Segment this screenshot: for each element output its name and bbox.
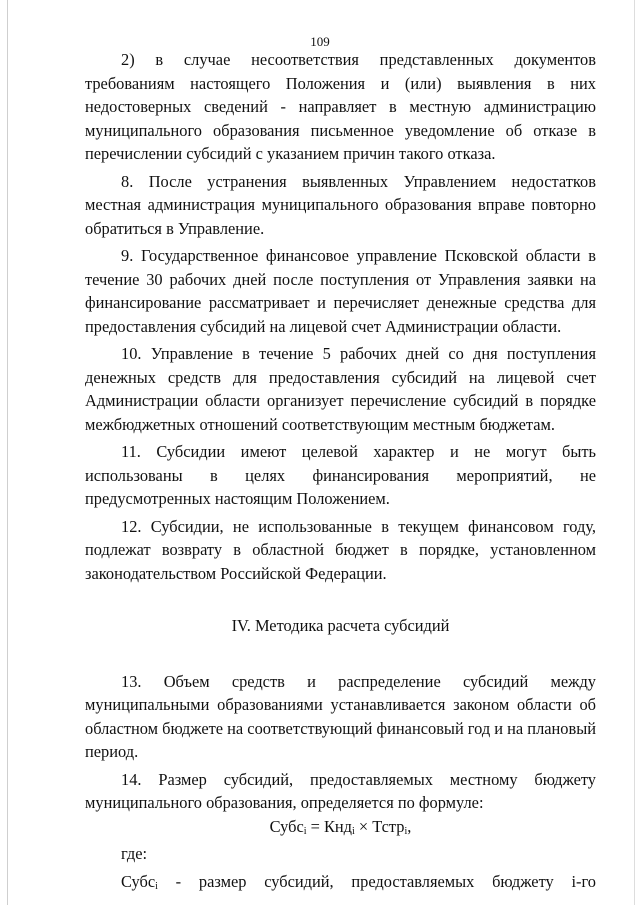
definition-text: - размер субсидий, предоставляемых бюджету i-го xyxy=(157,871,596,891)
paragraph-12: 12. Субсидии, не использованные в текущем финансовом году, подлежат возврату в областной бюджет в порядке, установленном законодательством Российской Федерации. xyxy=(85,516,596,583)
scan-edge-right xyxy=(634,0,635,905)
paragraph-11: 11. Субсидии имеют целевой характер и не могут быть использованы в целях финансирования мероприятий, не предусмотренных настоящим Положением. xyxy=(85,442,596,508)
paragraph-8: 8. После устранения выявленных Управлением недостатков местная администрация муниципального образования вправе повторно обратиться в Управление. xyxy=(85,171,596,238)
formula-sub: i xyxy=(352,825,355,837)
formula-sub: i xyxy=(303,825,307,837)
definition-line xyxy=(85,870,596,894)
definition-term: Субс xyxy=(121,871,156,891)
paragraph-13: 13. Объем средств и распределение субсидий между муниципальными образованиями устанавливается законом области об областном бюджете на соответствующий финансовый год и на плановый период. xyxy=(85,671,597,761)
where-label: где: xyxy=(121,844,148,863)
definition-sub: i xyxy=(155,880,158,892)
paragraph-9: 9. Государственное финансовое управление Псковской области в течение 30 рабочих дней после поступления от Управления заявки на финансирование рассматривает и перечисляет денежные средства для предоставления субсидий на лицевой счет Администрации области. xyxy=(85,246,596,336)
page-number: 109 xyxy=(310,34,330,49)
document-body xyxy=(85,48,596,893)
formula-lhs: Субс xyxy=(269,816,304,836)
formula-term1: = Кнд xyxy=(306,816,353,836)
formula-term2: × Тстр xyxy=(354,816,405,836)
paragraph-2: 2) в случае несоответствия представленных документов требованиям настоящего Положения и (или) выявления в них недостоверных сведений - направляет в местную администрацию муниципального образования письменное уведомление об отказе в перечислении субсидий с указанием причин такого отказа. xyxy=(85,50,596,163)
formula xyxy=(85,815,596,839)
formula-tail: , xyxy=(407,816,412,836)
scan-edge-left xyxy=(7,0,8,905)
formula-sub: i xyxy=(404,825,408,837)
paragraph-10: 10. Управление в течение 5 рабочих дней со дня поступления денежных средств для предоставления субсидий на лицевой счет Администрации области организует перечисление субсидий в порядке межбюджетных отношений соответствующим местным бюджетам. xyxy=(85,344,596,434)
section-heading: IV. Методика расчета субсидий xyxy=(231,616,450,635)
paragraph-14: 14. Размер субсидий, предоставляемых местному бюджету муниципального образования, определяется по формуле: xyxy=(85,769,596,812)
